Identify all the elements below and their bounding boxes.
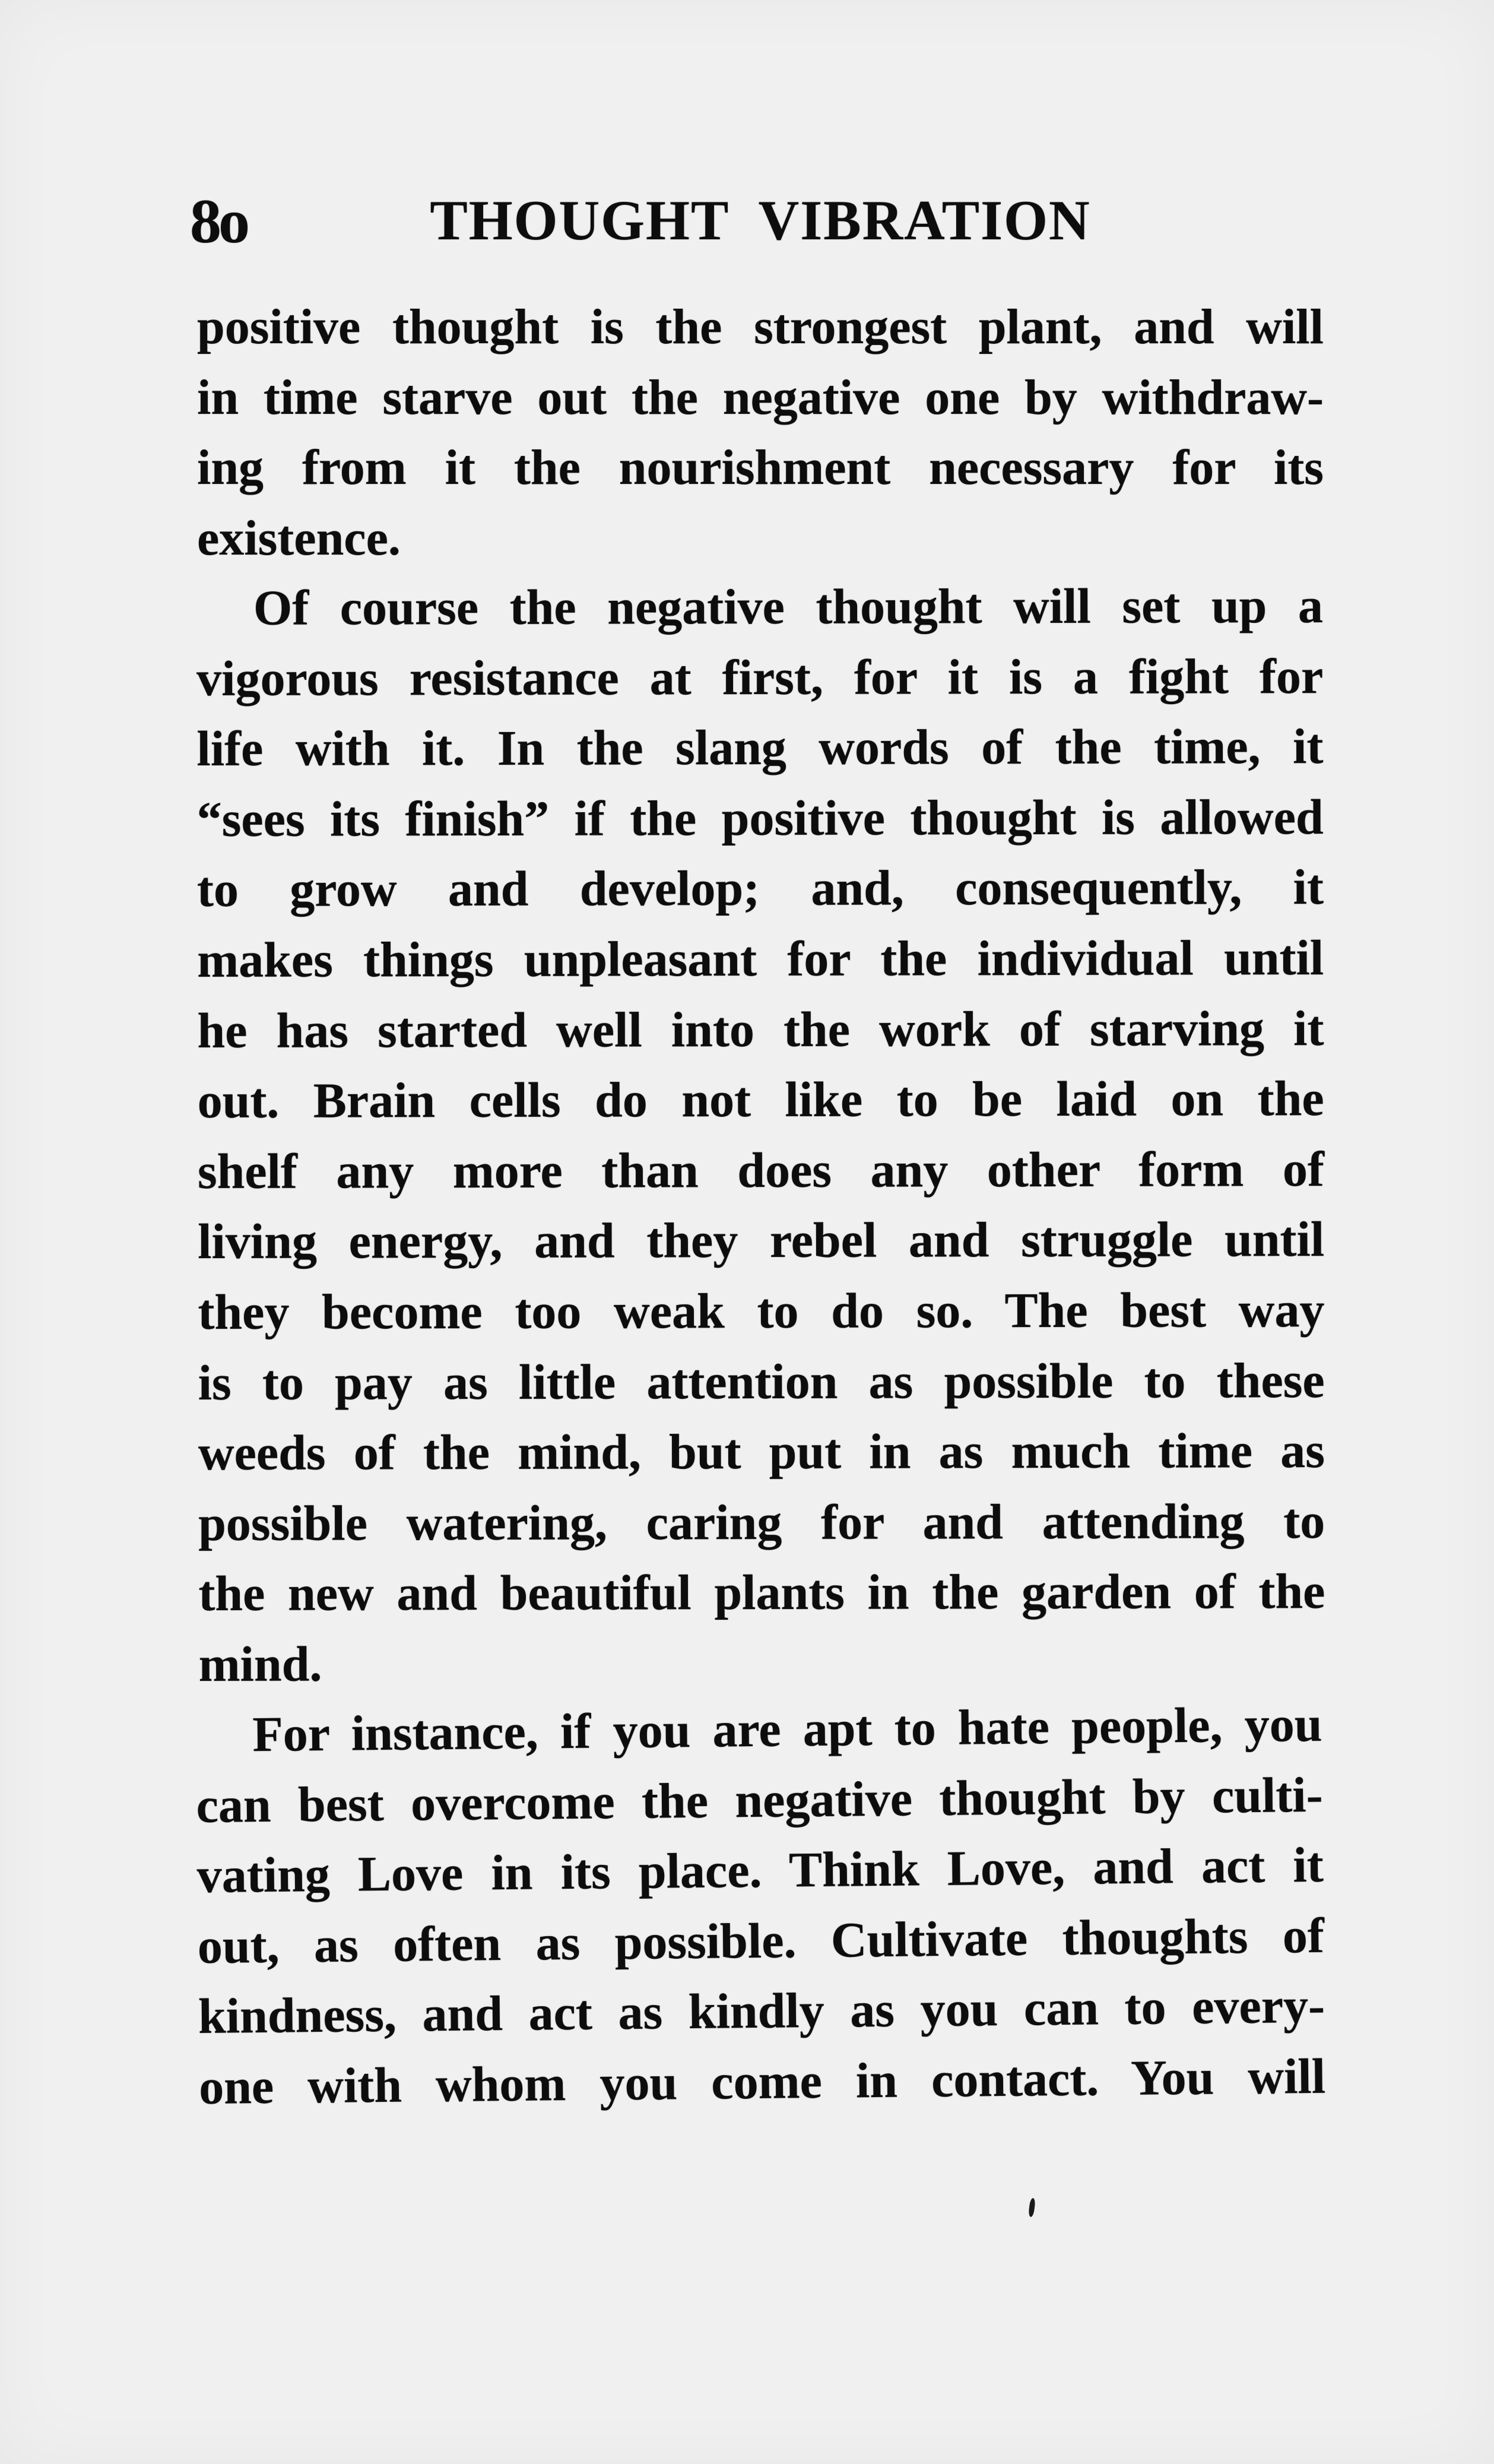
text-line: is to pay as little attention as possible to these	[198, 1353, 1325, 1411]
text-line: mind.	[198, 1636, 322, 1693]
running-title: THOUGHT VIBRATION	[430, 189, 1091, 252]
text-line: to grow and develop; and, consequently, it	[196, 860, 1324, 918]
text-line: existence.	[197, 510, 401, 566]
text-line: living energy, and they rebel and struggle until	[198, 1212, 1325, 1270]
text-line: positive thought is the strongest plant, and will	[197, 299, 1324, 354]
text-line: For instance, if you are apt to hate people, you	[252, 1696, 1322, 1762]
text-line: the new and beautiful plants in the garden of the	[198, 1564, 1325, 1622]
text-line: one with whom you come in contact. You will	[198, 2048, 1326, 2115]
text-line: shelf any more than does any other form of	[197, 1142, 1325, 1200]
text-line: vating Love in its place. Think Love, and act it	[196, 1837, 1324, 1904]
ink-speck	[1028, 2198, 1036, 2218]
text-line: life with it. In the slang words of the time, it	[196, 719, 1324, 777]
paragraph	[195, 1690, 1326, 2123]
text-line: out. Brain cells do not like to be laid on the	[197, 1071, 1324, 1129]
text-line: Of course the negative thought will set up a	[253, 578, 1324, 636]
text-line: can best overcome the negative thought by culti-	[196, 1767, 1323, 1833]
text-line: they become too weak to do so. The best way	[198, 1282, 1325, 1341]
paragraph	[196, 571, 1325, 1700]
text-line: weeds of the mind, but put in as much time as	[198, 1423, 1325, 1481]
text-line: “sees its finish” if the positive thought is allowed	[196, 790, 1324, 848]
text-line: ing from it the nourishment necessary for its	[197, 440, 1324, 496]
text-line: he has started well into the work of starving it	[197, 1000, 1324, 1059]
text-line: vigorous resistance at first, for it is a fight for	[196, 648, 1324, 707]
text-line: out, as often as possible. Cultivate thoughts of	[197, 1908, 1325, 1974]
page-number: 8o	[190, 186, 247, 256]
paragraph	[197, 292, 1324, 574]
text-line: in time starve out the negative one by withdraw-	[197, 369, 1324, 425]
text-line: kindness, and act as kindly as you can to every-	[198, 1978, 1325, 2045]
text-line: possible watering, caring for and attending to	[198, 1494, 1325, 1552]
text-line: makes things unpleasant for the individual until	[197, 930, 1324, 989]
page-body-text	[197, 292, 1324, 2123]
